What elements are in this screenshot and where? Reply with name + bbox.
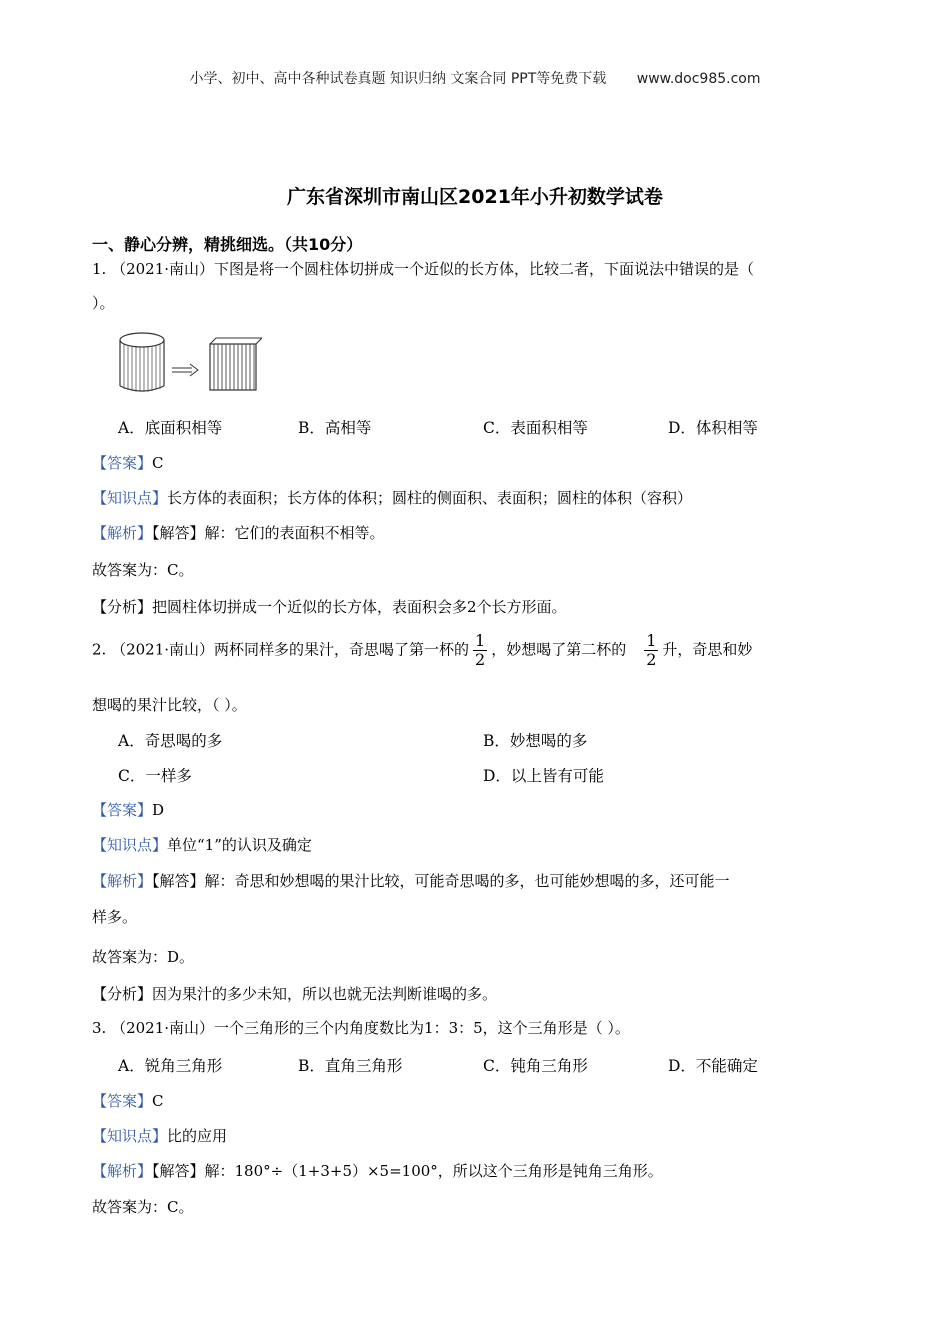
cylinder-image bbox=[120, 333, 164, 392]
q2-option-d: D．以上皆有可能 bbox=[483, 767, 604, 785]
header-site-link[interactable]: www.doc985.com bbox=[636, 71, 761, 87]
analysis-label: 【解析】 bbox=[92, 524, 153, 542]
page-title: 广东省深圳市南山区2021年小升初数学试卷 bbox=[287, 186, 663, 208]
answer-label: 【答案】 bbox=[92, 1092, 153, 1110]
q1-stem-line2: ）。 bbox=[92, 294, 115, 312]
q1-option-d: D．体积相等 bbox=[668, 419, 758, 437]
q2-stem-line2: 想喝的果汁比较，（ ）。 bbox=[92, 696, 247, 714]
q3-option-c: C．钝角三角形 bbox=[483, 1057, 588, 1075]
header-text: 小学、初中、高中各种试卷真题 知识归纳 文案合同 PPT等免费下载 bbox=[189, 71, 607, 87]
answer-label: 【答案】 bbox=[92, 454, 153, 472]
q3-option-b: B．直角三角形 bbox=[298, 1057, 403, 1075]
q1-answer bbox=[92, 452, 164, 473]
q2-option-a: A．奇思喝的多 bbox=[118, 732, 223, 750]
knowledge-label: 【知识点】 bbox=[92, 836, 168, 854]
q1-option-a: A．底面积相等 bbox=[118, 419, 223, 437]
q2-analysis-line2: 样多。 bbox=[92, 908, 138, 926]
q2-conclusion: 故答案为：D。 bbox=[92, 948, 195, 966]
q2-option-b: B．妙想喝的多 bbox=[483, 732, 588, 750]
answer-value: D bbox=[152, 801, 165, 819]
q1-analysis bbox=[92, 522, 385, 543]
q3-answer bbox=[92, 1090, 164, 1111]
q2-answer bbox=[92, 799, 164, 820]
answer-value: C bbox=[152, 1092, 164, 1110]
q3-option-a: A．锐角三角形 bbox=[118, 1057, 223, 1075]
knowledge-label: 【知识点】 bbox=[92, 489, 168, 507]
q2-option-c: C．一样多 bbox=[118, 767, 192, 785]
q2-stem-c: 升，奇思和妙 bbox=[662, 640, 753, 659]
fraction-half-1: $\frac{1}{2}$ bbox=[475, 631, 486, 669]
analysis-label: 【解析】 bbox=[92, 872, 153, 890]
q3-option-d: D．不能确定 bbox=[668, 1057, 758, 1075]
analysis-label: 【解析】 bbox=[92, 1162, 153, 1180]
q3-knowledge bbox=[92, 1125, 227, 1146]
q3-analysis bbox=[92, 1160, 663, 1181]
q2-analysis bbox=[92, 870, 730, 891]
q1-option-c: C．表面积相等 bbox=[483, 419, 588, 437]
knowledge-label: 【知识点】 bbox=[92, 1127, 168, 1145]
knowledge-text: 比的应用 bbox=[167, 1127, 228, 1145]
cylinder-to-cuboid-figure bbox=[112, 330, 262, 396]
q1-reason: 【分析】把圆柱体切拼成一个近似的长方体，表面积会多2个长方形面。 bbox=[92, 598, 567, 616]
q2-stem-a: 2. （2021·南山）两杯同样多的果汁，奇思喝了第一杯的 bbox=[92, 640, 470, 659]
q1-stem-line1: 1. （2021·南山）下图是将一个圆柱体切拼成一个近似的长方体，比较二者，下面说法中错误的是（ bbox=[92, 260, 755, 278]
answer-value: C bbox=[152, 454, 164, 472]
q1-conclusion: 故答案为：C。 bbox=[92, 561, 194, 579]
q2-stem-line1 bbox=[92, 632, 752, 669]
analysis-text: 【解答】解：180°÷（1+3+5）×5=100°，所以这个三角形是钝角三角形。 bbox=[152, 1162, 663, 1180]
page-header bbox=[0, 68, 950, 88]
q1-option-b: B．高相等 bbox=[298, 419, 372, 437]
cuboid-image bbox=[210, 338, 262, 390]
q1-knowledge bbox=[92, 487, 692, 508]
analysis-text: 【解答】解：它们的表面积不相等。 bbox=[152, 524, 385, 542]
analysis-text: 【解答】解：奇思和妙想喝的果汁比较，可能奇思喝的多，也可能妙想喝的多，还可能一 bbox=[152, 872, 730, 890]
answer-label: 【答案】 bbox=[92, 801, 153, 819]
section-title: 一、静心分辨，精挑细选。（共10分） bbox=[92, 235, 363, 254]
fraction-half-2: $\frac{1}{2}$ bbox=[646, 631, 657, 669]
knowledge-text: 单位“1”的认识及确定 bbox=[167, 836, 312, 854]
q3-conclusion: 故答案为：C。 bbox=[92, 1198, 194, 1216]
q2-reason: 【分析】因为果汁的多少未知，所以也就无法判断谁喝的多。 bbox=[92, 985, 498, 1003]
q2-knowledge bbox=[92, 834, 312, 855]
knowledge-text: 长方体的表面积；长方体的体积；圆柱的侧面积、表面积；圆柱的体积（容积） bbox=[167, 489, 693, 507]
q3-stem-line1: 3. （2021·南山）一个三角形的三个内角度数比为1：3：5，这个三角形是（ ）。 bbox=[92, 1019, 630, 1037]
q2-stem-b: ，妙想喝了第二杯的 bbox=[491, 640, 627, 659]
arrow-icon bbox=[172, 364, 198, 376]
